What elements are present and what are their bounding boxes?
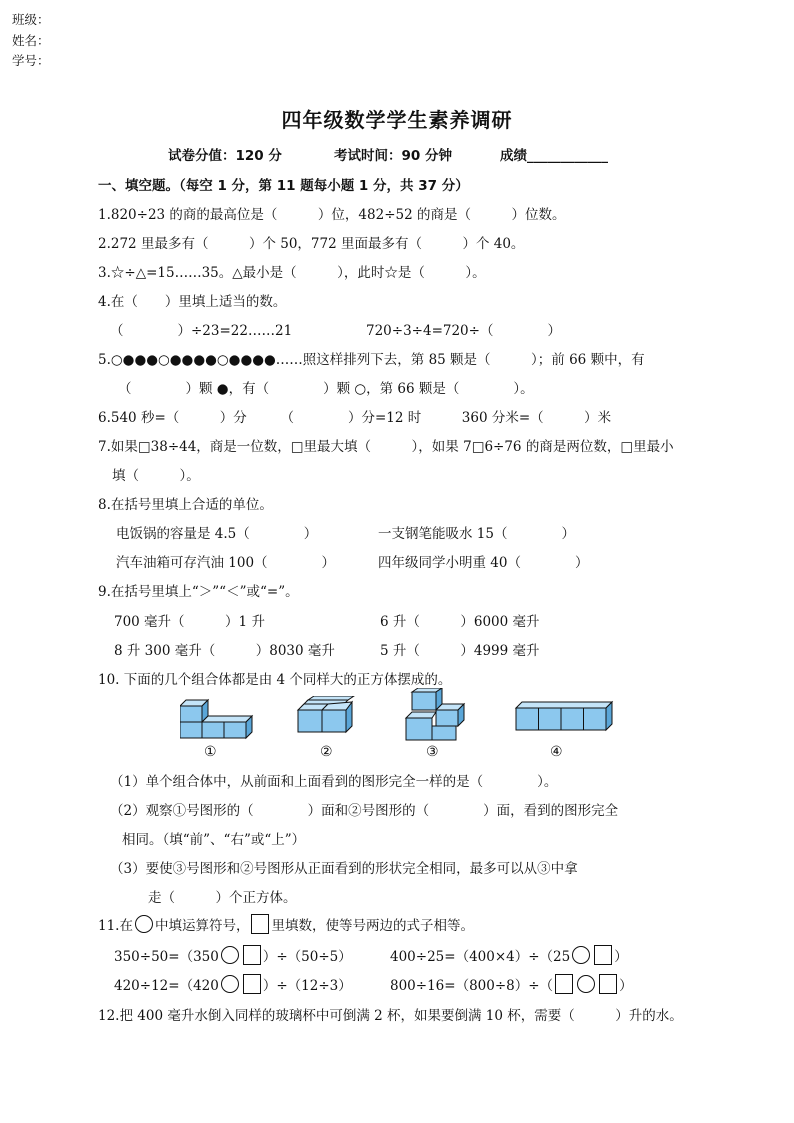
number-box-icon: [251, 914, 269, 934]
question-3: 3.☆÷△=15……35。△最小是（ ），此时☆是（ ）。: [98, 265, 486, 281]
figure-1-label: ①: [204, 744, 217, 760]
section-heading: 一、填空题。（每空 1 分，第 11 题每小题 1 分，共 37 分）: [98, 178, 469, 194]
question-11-b-right: ）: [614, 949, 628, 965]
question-9-b: 6 升（ ）6000 毫升: [380, 614, 540, 630]
question-11-b: [390, 945, 628, 965]
question-11: [98, 914, 474, 934]
grade-blank: 成绩____________: [500, 148, 608, 164]
question-9-d: 5 升（ ）4999 毫升: [380, 643, 540, 659]
question-8-d: 四年级同学小明重 40（ ）: [378, 555, 589, 571]
question-7-line-1: 7.如果□38÷44，商是一位数，□里最大填（ ），如果 7□6÷76 的商是两位数，□里最小: [98, 439, 674, 455]
question-11-d-right: ）: [619, 978, 633, 994]
student-id-label: 学号：: [12, 53, 50, 68]
question-10-part-2-line-2: 相同。（填“前”、“右”或“上”）: [122, 832, 306, 848]
number-box-input[interactable]: [243, 945, 261, 965]
question-10-part-2-line-1: （2）观察①号图形的（ ）面和②号图形的（ ）面，看到的图形完全: [110, 803, 619, 819]
cube-figure-4: [514, 700, 614, 732]
question-2: 2.272 里最多有（ ）个 50，772 里面最多有（ ）个 40。: [98, 236, 525, 252]
name-label: 姓名：: [12, 33, 50, 48]
number-box-input[interactable]: [555, 974, 573, 994]
question-11-suffix: 里填数，使等号两边的式子相等。: [271, 918, 474, 934]
question-9-c: 8 升 300 毫升（ ）8030 毫升: [114, 643, 335, 659]
figure-4-label: ④: [550, 744, 563, 760]
figure-3-label: ③: [426, 744, 439, 760]
number-box-input[interactable]: [599, 974, 617, 994]
question-10-part-3-line-1: （3）要使③号图形和②号图形从正面看到的形状完全相同，最多可以从③中拿: [110, 861, 578, 877]
question-8-b: 一支钢笔能吸水 15（ ）: [378, 526, 575, 542]
question-11-d: [390, 974, 633, 994]
question-6: 6.540 秒=（ ）分 （ ）分=12 时 360 分米=（ ）米: [98, 410, 612, 426]
question-11-b-left: 400÷25=（400×4）÷（25: [390, 949, 571, 965]
question-10-part-3-line-2: 走（ ）个正方体。: [148, 890, 297, 906]
number-box-input[interactable]: [243, 974, 261, 994]
question-5-line-2: （ ）颗 ●，有（ ）颗 ○，第 66 颗是（ ）。: [118, 381, 534, 397]
question-9: 9.在括号里填上“＞”“＜”或“=”。: [98, 584, 299, 600]
question-10: 10. 下面的几个组合体都是由 4 个同样大的正方体摆成的。: [98, 672, 452, 688]
operator-circle-input[interactable]: [577, 975, 595, 993]
question-11-mid: 中填运算符号，: [154, 918, 250, 934]
question-12: 12.把 400 毫升水倒入同样的玻璃杯中可倒满 2 杯，如果要倒满 10 杯，需要（ ）升的水。: [98, 1008, 683, 1024]
page-title: 四年级数学学生素养调研: [281, 108, 513, 132]
operator-circle-icon: [135, 915, 153, 933]
question-7-line-2: 填（ ）。: [112, 468, 200, 484]
question-5-line-1: 5.○●●●○●●●●○●●●●……照这样排列下去，第 85 颗是（ ）；前 66 颗中，有: [98, 352, 645, 368]
question-11-prefix: 11.在: [98, 918, 133, 934]
exam-time: 考试时间：90 分钟: [334, 148, 452, 164]
question-4-part-a: （ ）÷23=22……21: [110, 323, 293, 339]
question-8-a: 电饭锅的容量是 4.5（ ）: [116, 526, 318, 542]
question-11-d-left: 800÷16=（800÷8）÷（: [390, 978, 554, 994]
operator-circle-input[interactable]: [572, 946, 590, 964]
question-10-part-1: （1）单个组合体中，从前面和上面看到的图形完全一样的是（ ）。: [110, 774, 558, 790]
question-8-c: 汽车油箱可存汽油 100（ ）: [116, 555, 336, 571]
question-4: 4.在（ ）里填上适当的数。: [98, 294, 287, 310]
cube-figure-1: [180, 690, 260, 742]
question-11-a-right: ）÷（50÷5）: [262, 949, 352, 965]
question-9-a: 700 毫升（ ）1 升: [114, 614, 265, 630]
question-11-c-left: 420÷12=（420: [114, 978, 219, 994]
cube-group: [180, 700, 252, 738]
cube-figure-2: [296, 696, 360, 738]
question-11-a: [114, 945, 352, 965]
question-4-part-b: 720÷3÷4=720÷（ ）: [366, 323, 561, 339]
exam-score: 试卷分值：120 分: [168, 148, 282, 164]
operator-circle-input[interactable]: [221, 975, 239, 993]
figure-2-label: ②: [320, 744, 333, 760]
class-label: 班级：: [12, 12, 50, 27]
operator-circle-input[interactable]: [221, 946, 239, 964]
question-1: 1.820÷23 的商的最高位是（ ）位，482÷52 的商是（ ）位数。: [98, 207, 566, 223]
question-11-a-left: 350÷50=（350: [114, 949, 219, 965]
cube-figure-3: [402, 688, 466, 744]
question-11-c-right: ）÷（12÷3）: [262, 978, 352, 994]
question-8: 8.在括号里填上合适的单位。: [98, 497, 273, 513]
number-box-input[interactable]: [594, 945, 612, 965]
question-11-c: [114, 974, 352, 994]
